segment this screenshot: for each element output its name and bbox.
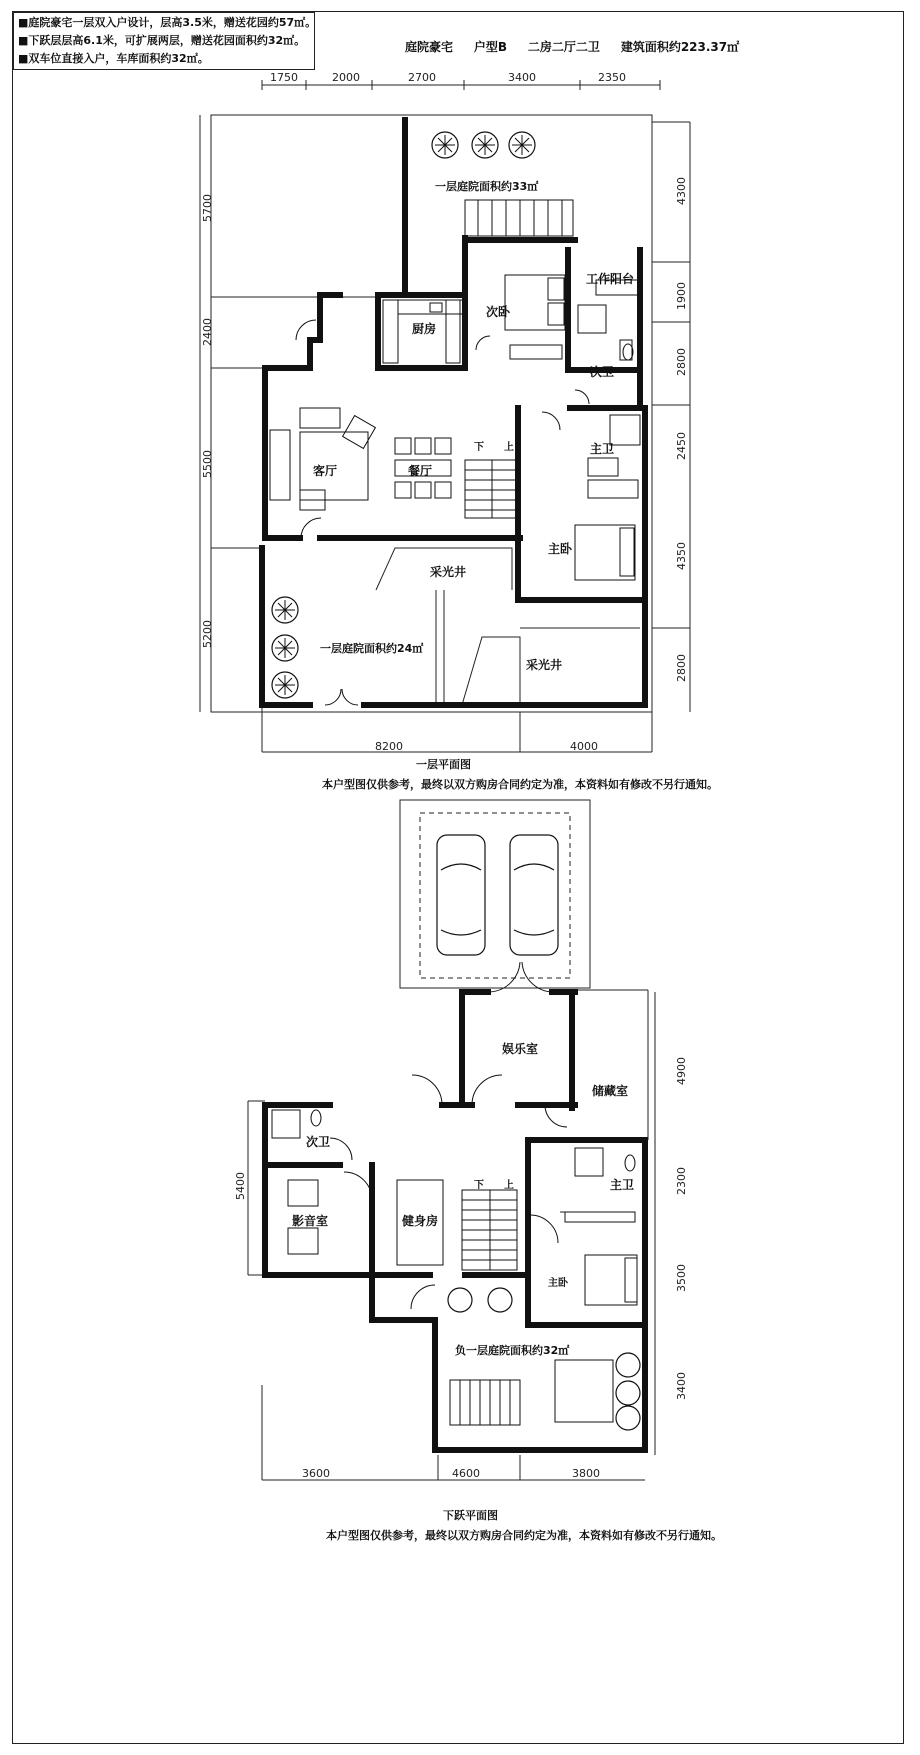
room-master-bedroom-lower: 主卧 <box>548 1278 568 1289</box>
dim-label: 1900 <box>675 282 688 310</box>
dim-label: 4300 <box>675 177 688 205</box>
dim-label: 3500 <box>675 1264 688 1292</box>
dim-label: 8200 <box>375 740 403 753</box>
dim-label: 5400 <box>234 1172 247 1200</box>
stair-down-label: 下 <box>474 1180 484 1191</box>
room-lightwell-1: 采光井 <box>430 565 467 579</box>
room-second-bath-lower: 次卫 <box>306 1135 331 1149</box>
room-master-bedroom: 主卧 <box>548 542 573 556</box>
dim-label: 1750 <box>270 71 298 84</box>
dim-label: 5700 <box>201 194 214 222</box>
dim-label: 2350 <box>598 71 626 84</box>
room-theater: 影音室 <box>292 1214 329 1228</box>
room-entertainment: 娱乐室 <box>502 1042 539 1056</box>
dim-label: 2800 <box>675 654 688 682</box>
room-living-room: 客厅 <box>313 464 338 478</box>
floor2-disclaimer: 本户型图仅供参考，最终以双方购房合同约定为准，本资料如有修改不另行通知。 <box>326 1529 722 1542</box>
stair-down-label: 下 <box>474 442 484 453</box>
note-line: ■下跃层层高6.1米，可扩展两层，赠送花园面积约32㎡。 <box>18 34 306 47</box>
room-master-bath: 主卫 <box>590 442 615 456</box>
dim-label: 3600 <box>302 1467 330 1480</box>
dim-label: 2450 <box>675 432 688 460</box>
floor1-caption: 一层平面图 <box>416 758 471 771</box>
dim-label: 3400 <box>675 1372 688 1400</box>
dim-label: 2700 <box>408 71 436 84</box>
room-dining-room: 餐厅 <box>408 464 433 478</box>
dim-label: 3800 <box>572 1467 600 1480</box>
room-gym: 健身房 <box>402 1214 439 1228</box>
dim-label: 4600 <box>452 1467 480 1480</box>
dim-label: 5500 <box>201 450 214 478</box>
note-line: ■庭院豪宅一层双入户设计，层高3.5米，赠送花园约57㎡。 <box>18 16 317 29</box>
room-work-balcony: 工作阳台 <box>586 272 635 286</box>
dim-label: 2300 <box>675 1167 688 1195</box>
room-storage: 储藏室 <box>592 1084 629 1098</box>
room-garden-top: 一层庭院面积约33㎡ <box>435 180 539 193</box>
room-garden-lower: 负一层庭院面积约32㎡ <box>455 1344 570 1357</box>
room-garden-bottom: 一层庭院面积约24㎡ <box>320 642 424 655</box>
dim-label: 2800 <box>675 348 688 376</box>
dim-label: 2400 <box>201 318 214 346</box>
dim-label: 4350 <box>675 542 688 570</box>
dim-label: 2000 <box>332 71 360 84</box>
room-master-bath-lower: 主卫 <box>610 1178 635 1192</box>
room-kitchen: 厨房 <box>412 322 437 336</box>
floor2-caption: 下跃平面图 <box>443 1509 498 1522</box>
room-second-bedroom: 次卧 <box>486 305 511 319</box>
room-second-bath: 次卫 <box>590 365 615 379</box>
dim-label: 3400 <box>508 71 536 84</box>
plan-title: 庭院豪宅 户型B 二房二厅二卫 建筑面积约223.37㎡ <box>405 40 740 54</box>
dim-label: 4900 <box>675 1057 688 1085</box>
room-lightwell-2: 采光井 <box>526 658 563 672</box>
dim-label: 5200 <box>201 620 214 648</box>
stair-up-label: 上 <box>504 1180 514 1191</box>
floor1-disclaimer: 本户型图仅供参考，最终以双方购房合同约定为准，本资料如有修改不另行通知。 <box>322 778 718 791</box>
dim-label: 4000 <box>570 740 598 753</box>
stair-up-label: 上 <box>504 442 514 453</box>
note-line: ■双车位直接入户，车库面积约32㎡。 <box>18 52 209 65</box>
